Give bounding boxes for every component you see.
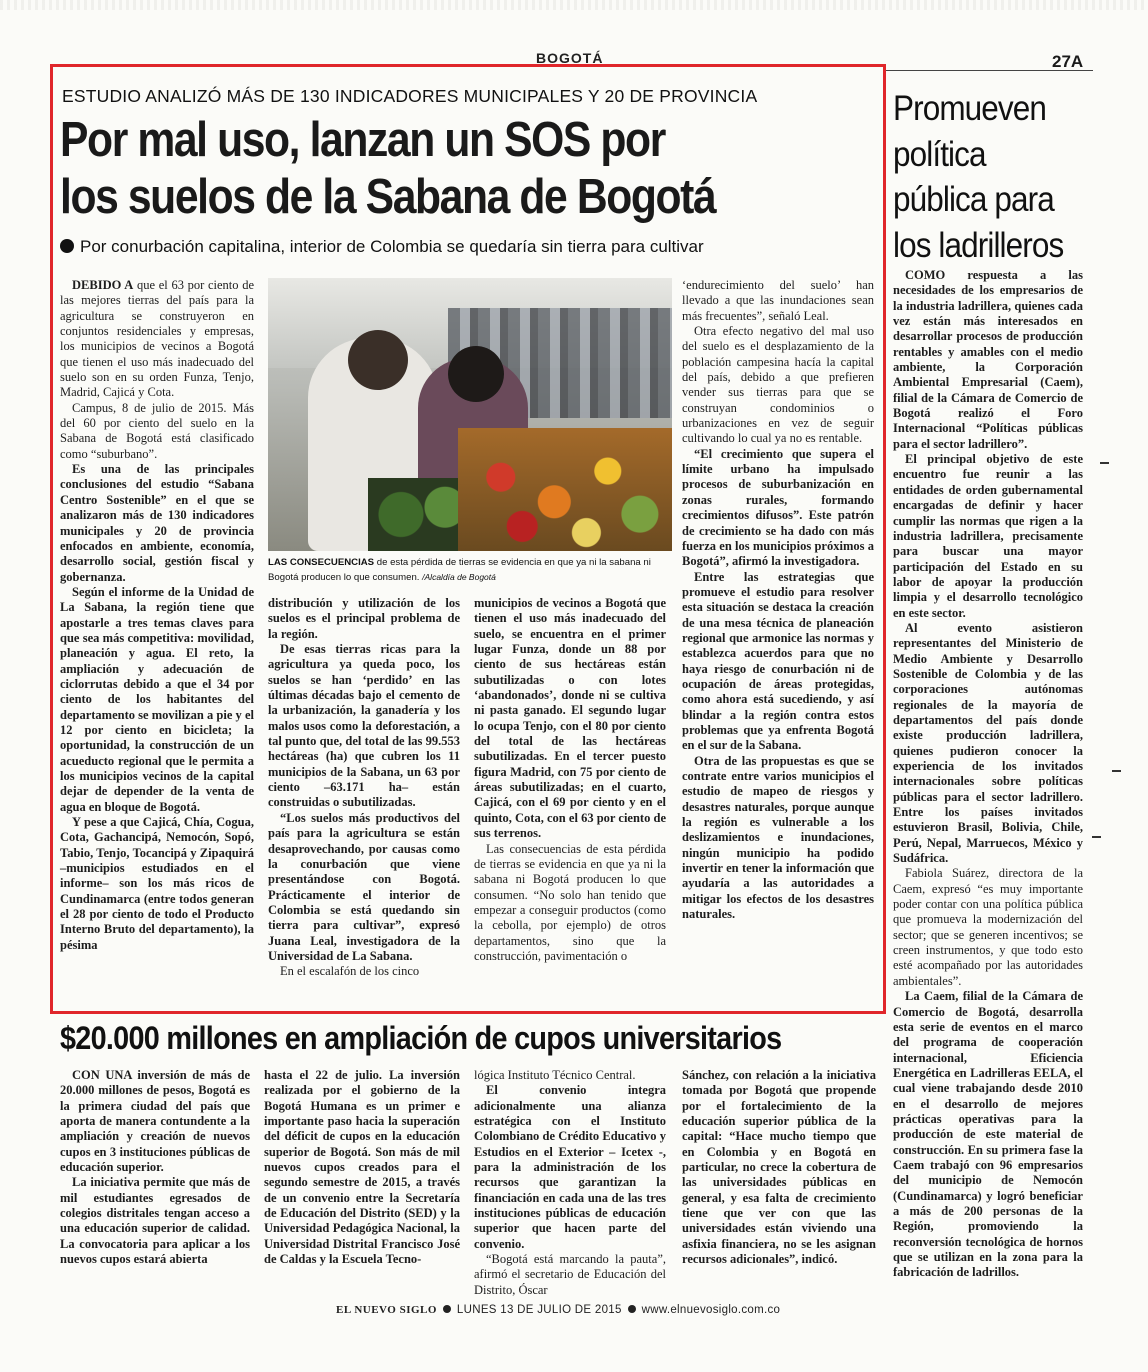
deck-text: Por conurbación capitalina, interior de Colombia se quedaría sin tierra para cultivar	[80, 237, 704, 256]
paragraph: “Los suelos más productivos del país para la agricultura se están desaprovechando, por causas como la conurbación que viene presentándose con Bogotá. Prácticamente el interior de Colombia se está quedando sin tierra para cultivar”, expresó Juana Leal, investigadora de la Universidad de La Sabana.	[268, 810, 460, 963]
paragraph: “El crecimiento que supera el límite urbano ha impulsado procesos de suburbanización en zonas rurales, formando crecimientos difusos”. Este patrón de crecimiento se ha dado con más fuerza en los municipios próximos a Bogotá”, afirmó la investigadora.	[682, 446, 874, 569]
scan-mark	[1112, 770, 1121, 772]
article-column-1	[60, 278, 254, 953]
paragraph: Otra de las propuestas es que se contrate entre varios municipios el estudio de mapeo de riesgos y desastres naturales, porque aunque la región es vulnerable a los deslizamientos e inundaciones, ningún municipio ha podido invertir en tener la información que ayudaría a las autoridades a mitigar los efectos de los desastres naturales.	[682, 753, 874, 922]
side-headline-line: política	[893, 134, 986, 174]
bottom-column-3	[474, 1068, 666, 1298]
page-number: 27A	[1052, 52, 1084, 71]
paragraph: hasta el 22 de julio. La inversión realizada por el gobierno de la Bogotá Humana es un primer e importante paso hacia la superación del déficit de cupos en la educación superior de Bogotá. Son más de mil nuevos cupos creados para el segundo semestre de 2015, a través de un convenio entre la Secretaría de Educación del Distrito (SED) y la Universidad Pedagógica Nacional, la Universidad Distrital Francisco José de Caldas y la Escuela Tecno-	[264, 1068, 460, 1267]
footer-url: www.elnuevosiglo.com.co	[641, 1304, 781, 1316]
bottom-column-1	[60, 1068, 250, 1267]
masthead-logo: EL NUEVO SIGLO	[336, 1304, 437, 1316]
article-deck	[60, 237, 704, 257]
scan-mark	[1100, 462, 1109, 464]
caption-lead: LAS CONSECUENCIAS	[268, 557, 375, 568]
side-headline	[893, 86, 1118, 268]
paragraph: Campus, 8 de julio de 2015. Más del 60 por ciento del suelo en la Sabana de Bogotá está clasificado como “suburbano”.	[60, 400, 254, 461]
bullet-icon	[60, 239, 74, 253]
lead-in: COMO	[905, 268, 946, 282]
market-photo	[268, 278, 672, 551]
dot-icon	[628, 1305, 636, 1313]
paragraph: De esas tierras ricas para la agricultura ya queda poco, los suelos se han ‘perdido’ en las últimas décadas bajo el cemento de la urbanización, la ganadería y los malos usos como la deforestación, a tal punto que, del total de las 99.553 hectáreas (ha) que cubren los 11 municipios de la Sabana, un 63 por ciento –63.171 ha– están construidas o subutilizadas.	[268, 642, 460, 810]
paragraph: Las consecuencias de esta pérdida de tierras se evidencia en que ya ni la sabana ni Bogotá producen lo que consumen. “No solo han tenido que empezar a conseguir productos (como la cebolla, por ejemplo) de otros departamentos, sino que la construcción, pavimentación o	[474, 841, 666, 963]
paragraph: Al evento asistieron representantes del Ministerio de Medio Ambiente y Desarrollo Sostenible de Colombia y de las corporaciones autónomas regionales de la mayoría de departamentos del país donde existe producción ladrillera, quienes pudieron conocer la experiencia de los invitados internacionales sobre políticas públicas para el sector ladrillero. Entre los países invitados estuvieron Brasil, Bolivia, Chile, Perú, Nepal, Marruecos, México y Sudáfrica.	[893, 620, 1083, 866]
paragraph: Sánchez, con relación a la iniciativa tomada por Bogotá que propende por el fortalecimiento de la educación superior pública de la capital: “Hace mucho tiempo que en Colombia y en Bogotá en particular, no crece la cobertura de las universidades públicas en general, y esa falta de crecimiento tiene que ver con que las universidades están viviendo una asfixia financiera, no se les asignan recursos adicionales”, indicó.	[682, 1068, 876, 1267]
page-footer	[336, 1304, 780, 1316]
photo-credit: /Alcaldía de Bogotá	[422, 572, 496, 582]
side-headline-line: Promueven	[893, 89, 1046, 128]
paragraph: ‘endurecimiento del suelo’ han llevado a que las inundaciones sean más frecuentes”, señaló Leal.	[682, 278, 874, 323]
paragraph: Entre las estrategias que promueve el estudio para resolver esta situación se destaca la creación de una mesa técnica de planeación regional que armonice las normas y establezca acuerdos para que no haya riesgo de conurbación ni de ocupación de áreas protegidas, como ahora está sucediendo, y así blindar a la región contra estos problemas que ya enfrenta Bogotá en el sur de la Sabana.	[682, 569, 874, 753]
side-headline-line: pública para	[893, 180, 1054, 219]
bottom-headline: $20.000 millones en ampliación de cupos universitarios	[60, 1020, 782, 1056]
paragraph: distribución y utilización de los suelos es el principal problema de la región.	[268, 596, 460, 641]
article-kicker: ESTUDIO ANALIZÓ MÁS DE 130 INDICADORES MUNICIPALES Y 20 DE PROVINCIA	[62, 86, 758, 106]
bottom-column-4	[682, 1068, 876, 1267]
paragraph: Otra efecto negativo del mal uso del suelo es el desplazamiento de la población campesina hacía la capital del país, debido a que prefieren vender sus tierras para que se construyan condominios o urbanizaciones en vez de seguir cultivando lo cual ya no es rentable.	[682, 324, 874, 446]
paragraph: municipios de vecinos a Bogotá que tienen el uso más inadecuado del suelo, se encuentra en el primer lugar Funza, donde un 88 por ciento de sus hectáreas están subutilizadas o con lotes ‘abandonados’, donde ni se cultiva ni pasta ganado. El segundo lugar lo ocupa Tenjo, con el 80 por ciento del total de las hectáreas subutilizadas. En el tercer puesto figura Madrid, con 75 por ciento de áreas subutilizadas; en el cuarto, Cajicá, con el 69 por ciento y en el quinto, Cota, con el 63 por ciento de sus terrenos.	[474, 596, 666, 841]
paragraph: La iniciativa permite que más de mil estudiantes egresados de colegios distritales tengan acceso a una educación superior de calidad. La convocatoria para aplicar a los nuevos cupos estará abierta	[60, 1175, 250, 1267]
footer-date: LUNES 13 DE JULIO DE 2015	[456, 1304, 622, 1316]
paragraph: El convenio integra adicionalmente una alianza estratégica con el Instituto Colombiano de Crédito Educativo y Estudios en el Exterior – Icetex -, para la administración de los recursos que garantizan la financiación en cada una de las tres instituciones públicas de educación superior que hacen parte del convenio.	[474, 1083, 666, 1251]
caption-text: de esta pérdida de tierras se evidencia en que ya ni la sabana ni Bogotá producen lo que consumen.	[268, 557, 651, 583]
headline-line-2: los suelos de la Sabana de Bogotá	[60, 170, 716, 224]
headline-line-1: Por mal uso, lanzan un SOS por	[60, 113, 665, 167]
paragraph: Y pese a que Cajicá, Chía, Cogua, Cota, Gachancipá, Nemocón, Sopó, Tabio, Tenjo, Tocancipá y Zipaquirá –municipios estudiados en el informe– son los más ricos de Cundinamarca (entre todos generan el 28 por ciento de todo el Producto Interno Bruto del departamento), la pésima	[60, 815, 254, 952]
paragraph: La Caem, filial de la Cámara de Comercio de Bogotá, desarrolla esta serie de eventos en el marco del programa de cooperación internacional, Eficiencia Energética en Ladrilleras EELA, el cual viene trabajando desde 2010 en el desarrollo de mejores prácticas operativas para la producción de este material de construcción. En su primera fase la Caem trabajó con 96 empresarios del municipio de Nemocón (Cundinamarca) y logró beneficiar a más de 200 personas de la Región, promoviendo la reconversión tecnológica de hornos que se utilizan en la zona para la fabricación de ladrillos.	[893, 989, 1083, 1280]
paragraph: “Bogotá está marcando la pauta”, afirmó el secretario de Educación del Distrito, Óscar	[474, 1252, 666, 1297]
paragraph: que el 63 por ciento de las mejores tierras del país para la agricultura se construyeron en conjuntos residenciales y empresas, los municipios de vecinos a Bogotá que tienen el uso más inadecuado del suelo son en su orden Funza, Tenjo, Madrid, Cajicá y Cota.	[60, 278, 255, 400]
section-label: BOGOTÁ	[536, 50, 604, 66]
lead-in: CON UNA	[72, 1068, 132, 1082]
article-headline	[60, 112, 843, 226]
paragraph: respuesta a las necesidades de los empresarios de la industria ladrillera, quienes cada vez están más interesados en desarrollar procesos de producción rentables y amables con el medio ambiente, la Corporación Ambiental Empresarial (Caem), filial de la Cámara de Comercio de Bogotá realizó el Foro Internacional “Políticas públicas para el sector ladrillero”.	[893, 268, 1083, 451]
paragraph: inversión de más de 20.000 millones de pesos, Bogotá es la primera ciudad del país que aporta de manera contundente a la ampliación y creación de nuevos cupos en 3 instituciones públicas de educación superior.	[60, 1068, 251, 1175]
paragraph: El principal objetivo de este encuentro fue reunir a las entidades de orden gubernamental encargadas de definir y hacer cumplir las normas que rigen a la industria ladrillera, precisamente para buscar una mayor participación del Estado en su labor de apoyar la producción limpia y el desarrollo tecnológico en este sector.	[893, 452, 1083, 620]
article-column-2	[268, 596, 460, 980]
side-headline-line: los ladrilleros	[893, 225, 1064, 265]
side-article-body	[893, 268, 1083, 1281]
scan-mark	[1092, 836, 1101, 838]
article-column-4	[682, 278, 874, 922]
scan-edge	[0, 0, 1148, 10]
photo-caption	[268, 556, 674, 585]
paragraph: Fabiola Suárez, directora de la Caem, expresó “es muy importante poder contar con una política pública que promueva la modernización del sector; que se generen incentivos; se creen instrumentos, y que todo esto esté acompañado por las autoridades ambientales”.	[893, 866, 1083, 988]
photo-produce	[458, 428, 672, 551]
dot-icon	[443, 1305, 451, 1313]
paragraph: lógica Instituto Técnico Central.	[474, 1068, 636, 1082]
paragraph: En el escalafón de los cinco	[280, 964, 420, 979]
paragraph: Es una de las principales conclusiones del estudio “Sabana Centro Sostenible” en el que se analizaron más de 130 indicadores municipales y 20 de provincia enfocados en ambiente, economía, desarrollo social, gestión fiscal y gobernanza.	[60, 462, 254, 584]
lead-in: DEBIDO A	[72, 278, 134, 292]
bottom-column-2	[264, 1068, 460, 1267]
paragraph: Según el informe de la Unidad de La Sabana, la región tiene que apostarle a tres temas claves para que sea más competitiva: movilidad, planeación y agua. El reto, la ampliación y adecuación de ciclorrutas debido a que el 34 por ciento de los habitantes del departamento se movilizan a pie y el 12 por ciento en bicicleta; la oportunidad, la construcción de un acueducto regional que le permita a los municipios vecinos de la capital dejar de depender de la venta de agua en bloque de Bogotá.	[60, 584, 254, 814]
article-column-3	[474, 596, 666, 964]
